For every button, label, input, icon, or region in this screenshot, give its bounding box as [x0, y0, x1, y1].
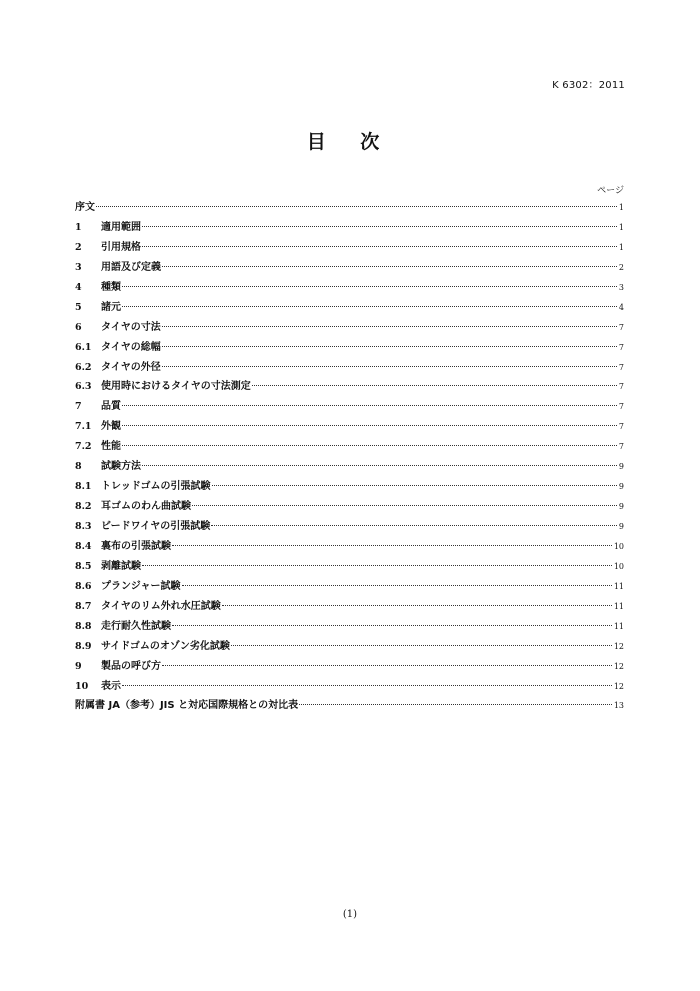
toc-entry-label: 引用規格: [101, 241, 141, 253]
dot-leader: [122, 286, 617, 287]
toc-entry-page: 13: [613, 701, 624, 711]
toc-entry[interactable]: [75, 437, 624, 457]
toc-entry-number: 8.1: [75, 481, 92, 493]
toc-entry[interactable]: [75, 417, 624, 437]
toc-entry[interactable]: [75, 358, 624, 378]
toc-entry[interactable]: [75, 397, 624, 417]
toc-entry-page: 11: [613, 621, 624, 631]
toc-entry-label: 序文: [75, 202, 95, 213]
dot-leader: [182, 585, 612, 586]
dot-leader: [122, 306, 617, 307]
dot-leader: [192, 505, 617, 506]
dot-leader: [162, 366, 617, 367]
toc-entry-number: 5: [75, 301, 82, 313]
toc-entry-label: タイヤの外径: [101, 361, 161, 373]
toc-entry-number: 3: [75, 261, 82, 273]
toc-entry-label: 種類: [101, 281, 121, 293]
toc-entry-number: 8.4: [75, 540, 92, 552]
toc-entry-label: 耳ゴムのわん曲試験: [101, 501, 191, 513]
toc-entry-number: 9: [75, 660, 82, 672]
toc-entry-page: 1: [618, 242, 624, 252]
page-title: 目 次: [306, 131, 394, 153]
toc-entry-label: サイドゴムのオゾン劣化試験: [101, 640, 230, 652]
toc-entry[interactable]: [75, 577, 624, 597]
toc-entry-number: 4: [75, 281, 82, 293]
dot-leader: [172, 625, 612, 626]
toc-entry-page: 7: [618, 442, 624, 452]
toc-entry-label: 外観: [101, 421, 121, 433]
toc-entry-page: 9: [618, 462, 624, 472]
dot-leader: [142, 565, 612, 566]
toc-entry-label: 剥離試験: [101, 560, 141, 572]
toc-entry-number: 6.1: [75, 341, 92, 353]
dot-leader: [96, 206, 617, 207]
toc-entry-label: 使用時におけるタイヤの寸法測定: [101, 381, 251, 393]
toc-entry-page: 7: [618, 402, 624, 412]
dot-leader: [211, 525, 617, 526]
toc-entry-page: 12: [613, 661, 624, 671]
toc-entry[interactable]: [75, 338, 624, 358]
toc-entry-number: 7.2: [75, 441, 92, 453]
toc-entry[interactable]: [75, 198, 624, 218]
toc-entry-number: 8.2: [75, 501, 92, 513]
toc-entry-label: タイヤのリム外れ水圧試験: [101, 600, 221, 612]
toc-entry-page: 11: [613, 581, 624, 591]
dot-leader: [142, 246, 617, 247]
dot-leader: [122, 445, 617, 446]
toc-entry-number: 10: [75, 680, 89, 692]
toc-entry[interactable]: [75, 258, 624, 278]
table-of-contents: [75, 198, 624, 716]
toc-entry-number: 1: [75, 221, 82, 233]
toc-entry-number: 8.9: [75, 640, 92, 652]
page-column-label: ページ: [597, 186, 624, 196]
toc-entry-page: 1: [618, 203, 624, 212]
dot-leader: [222, 605, 612, 606]
dot-leader: [162, 346, 617, 347]
toc-entry-page: 7: [618, 322, 624, 332]
toc-entry-number: 8: [75, 461, 82, 473]
dot-leader: [142, 226, 617, 227]
toc-entry-page: 4: [618, 302, 624, 312]
toc-entry-page: 7: [618, 422, 624, 432]
document-id: K 6302：2011: [552, 80, 625, 91]
toc-entry-page: 11: [613, 601, 624, 611]
toc-entry-page: 9: [618, 522, 624, 531]
toc-entry-page: 2: [618, 262, 624, 272]
toc-entry-number: 8.5: [75, 560, 92, 572]
toc-entry-label: 附属書 JA（参考）JIS と対応国際規格との対比表: [75, 700, 299, 712]
dot-leader: [172, 545, 612, 546]
dot-leader: [231, 645, 612, 646]
dot-leader: [122, 425, 617, 426]
toc-entry-number: 8.8: [75, 620, 92, 632]
toc-entry[interactable]: [75, 497, 624, 517]
toc-entry[interactable]: [75, 617, 624, 637]
toc-entry-label: 製品の呼び方: [101, 660, 161, 672]
dot-leader: [162, 266, 617, 267]
dot-leader: [299, 704, 612, 705]
dot-leader: [162, 326, 617, 327]
toc-entry[interactable]: [75, 238, 624, 258]
toc-entry-page: 10: [613, 561, 624, 571]
toc-entry-number: 8.7: [75, 600, 92, 612]
toc-entry-number: 6: [75, 321, 82, 333]
toc-entry-page: 1: [618, 222, 624, 232]
toc-entry-label: 試験方法: [101, 461, 141, 473]
toc-entry[interactable]: [75, 657, 624, 677]
toc-entry[interactable]: [75, 557, 624, 577]
toc-entry-page: 10: [613, 541, 624, 551]
toc-entry-page: 7: [618, 362, 624, 372]
dot-leader: [162, 665, 612, 666]
toc-entry-number: 6.3: [75, 381, 92, 393]
toc-entry[interactable]: [75, 278, 624, 298]
toc-entry-number: 7: [75, 401, 82, 413]
toc-entry-label: プランジャー試験: [101, 580, 181, 592]
dot-leader: [122, 405, 617, 406]
toc-entry-label: 性能: [101, 441, 121, 453]
toc-entry-label: 表示: [101, 680, 121, 692]
toc-entry-page: 3: [618, 282, 624, 292]
toc-entry-label: トレッドゴムの引張試験: [101, 481, 211, 493]
toc-entry-label: 裏布の引張試験: [101, 540, 171, 552]
toc-entry-label: 諸元: [101, 301, 121, 313]
toc-entry-number: 8.3: [75, 521, 92, 532]
toc-entry-page: 7: [618, 382, 624, 392]
page-number: (1): [342, 909, 358, 920]
toc-entry-number: 2: [75, 241, 82, 253]
toc-entry[interactable]: [75, 457, 624, 477]
dot-leader: [142, 465, 617, 466]
dot-leader: [252, 385, 617, 386]
toc-entry-page: 9: [618, 502, 624, 512]
toc-entry[interactable]: [75, 677, 624, 697]
dot-leader: [212, 485, 617, 486]
toc-entry-number: 8.6: [75, 580, 92, 592]
toc-entry[interactable]: [75, 377, 624, 397]
toc-entry[interactable]: [75, 537, 624, 557]
toc-entry-label: タイヤの総幅: [101, 341, 161, 353]
dot-leader: [122, 685, 612, 686]
toc-entry-number: 6.2: [75, 361, 92, 373]
toc-entry-label: ビードワイヤの引張試験: [101, 521, 211, 532]
toc-entry[interactable]: [75, 298, 624, 318]
toc-entry[interactable]: [75, 318, 624, 338]
toc-entry-label: 適用範囲: [101, 221, 141, 233]
toc-entry[interactable]: [75, 597, 624, 617]
toc-entry-label: 品質: [101, 401, 121, 413]
toc-entry[interactable]: [75, 637, 624, 657]
toc-entry-page: 12: [613, 681, 624, 691]
toc-entry[interactable]: [75, 696, 624, 716]
toc-entry-label: 走行耐久性試験: [101, 620, 171, 632]
toc-entry[interactable]: [75, 477, 624, 497]
toc-entry-page: 9: [618, 482, 624, 492]
toc-entry-page: 12: [613, 641, 624, 651]
toc-entry-number: 7.1: [75, 421, 92, 433]
toc-entry[interactable]: [75, 218, 624, 238]
toc-entry-page: 7: [618, 342, 624, 352]
toc-entry-label: タイヤの寸法: [101, 321, 161, 333]
toc-entry[interactable]: [75, 517, 624, 537]
toc-entry-label: 用語及び定義: [101, 261, 161, 273]
